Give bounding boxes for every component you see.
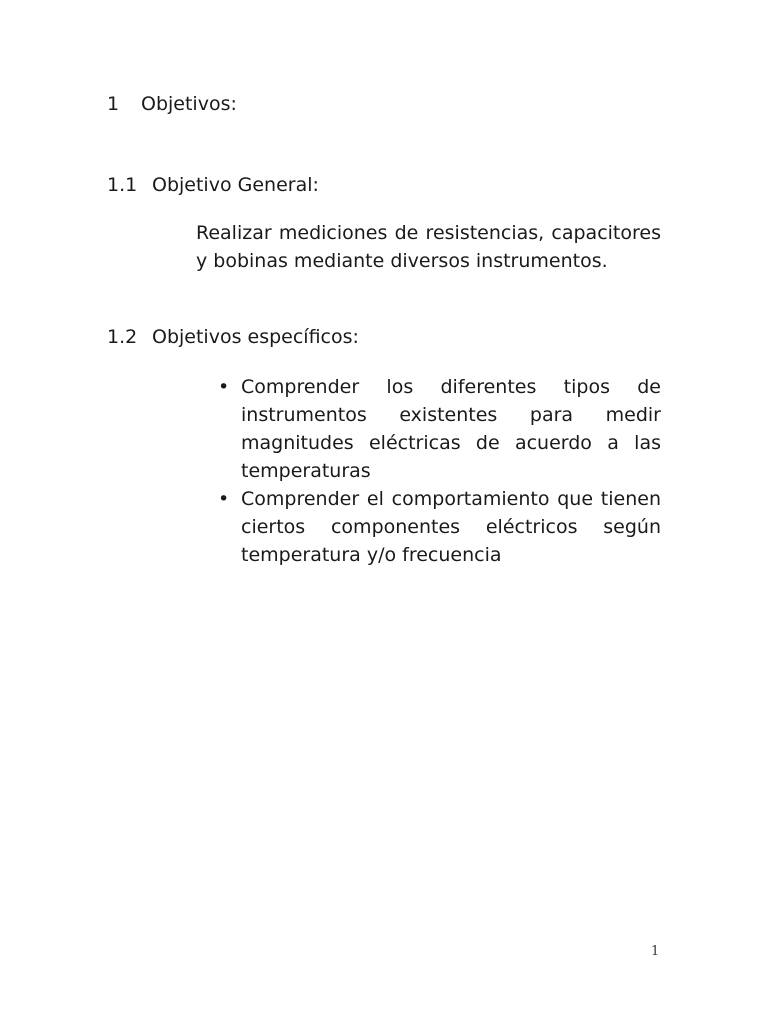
- section-heading-objetivos-especificos: [107, 325, 359, 349]
- subsection-number: 1.1: [107, 174, 138, 196]
- bullet-icon: •: [218, 488, 230, 510]
- list-item: [212, 373, 661, 485]
- objetivo-general-paragraph: Realizar mediciones de resistencias, capacitores y bobinas mediante diversos instrumentos.: [196, 222, 661, 272]
- list-item: [212, 485, 661, 569]
- section-heading-objetivos: [107, 92, 237, 116]
- section-number: 1: [107, 93, 120, 115]
- objetivos-especificos-list: [212, 373, 661, 569]
- section-heading-objetivo-general: [107, 173, 319, 197]
- section-title: Objetivos:: [141, 93, 237, 115]
- page-number: 1: [651, 944, 660, 959]
- subsection-title: Objetivo General:: [152, 174, 319, 196]
- subsection-number: 1.2: [107, 326, 138, 348]
- list-item-text: Comprender los diferentes tipos de instrumentos existentes para medir magnitudes eléctricas de acuerdo a las temperaturas: [241, 376, 661, 482]
- list-item-text: Comprender el comportamiento que tienen ciertos componentes eléctricos según temperatura y/o frecuencia: [241, 488, 661, 566]
- subsection-title: Objetivos específicos:: [152, 326, 359, 348]
- bullet-icon: •: [218, 376, 230, 398]
